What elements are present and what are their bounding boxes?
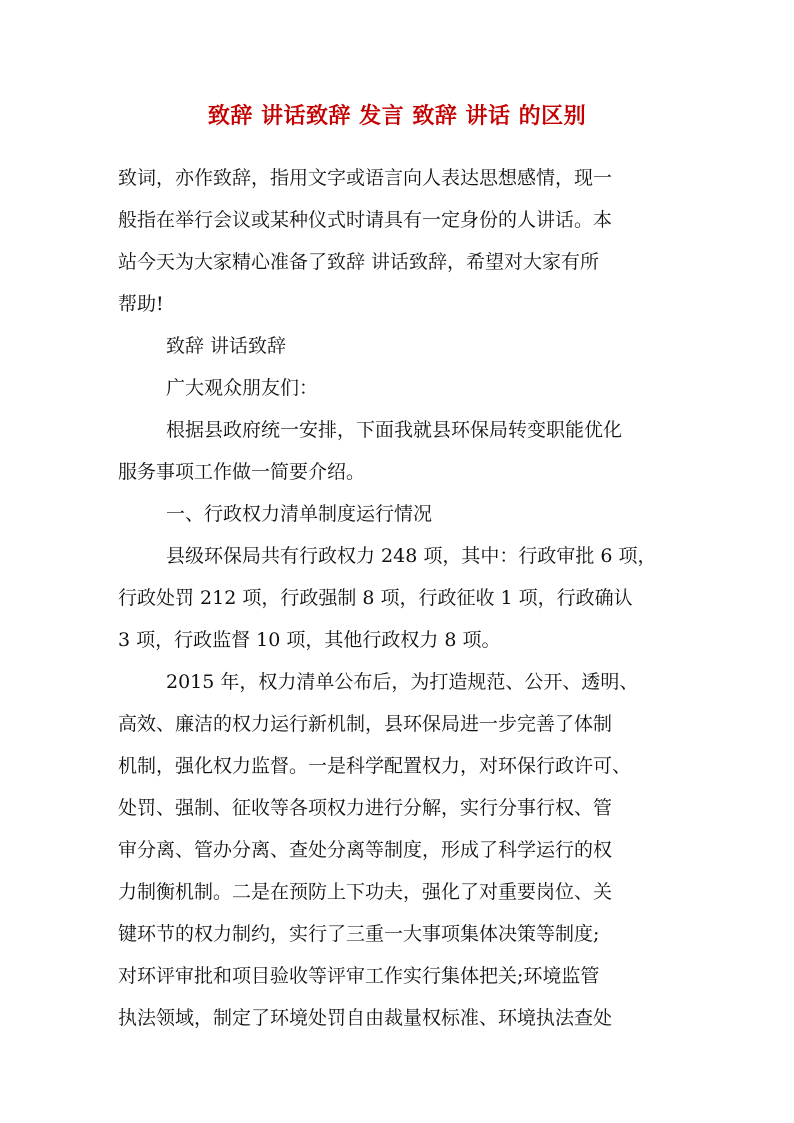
body-text-line: 力制衡机制。二是在预防上下功夫，强化了对重要岗位、关 bbox=[118, 881, 613, 903]
body-text-line: 审分离、管办分离、查处分离等制度，形成了科学运行的权 bbox=[118, 839, 613, 861]
body-text-line: 一、行政权力清单制度运行情况 bbox=[166, 503, 433, 525]
body-text-line: 处罚、强制、征收等各项权力进行分解，实行分事行权、管 bbox=[118, 797, 613, 819]
body-text-line: 高效、廉洁的权力运行新机制，县环保局进一步完善了体制 bbox=[118, 713, 613, 735]
document-body bbox=[118, 157, 688, 1039]
body-text-line: 根据县政府统一安排，下面我就县环保局转变职能优化 bbox=[166, 419, 623, 441]
document-title: 致辞 讲话致辞 发言 致辞 讲话 的区别 bbox=[207, 103, 587, 129]
body-text-line: 服务事项工作做一简要介绍。 bbox=[118, 461, 366, 483]
body-text-line: 执法领域，制定了环境处罚自由裁量权标准、环境执法查处 bbox=[118, 1007, 613, 1029]
body-text-line: 站今天为大家精心准备了致辞 讲话致辞，希望对大家有所 bbox=[118, 251, 600, 273]
body-text-line: 帮助! bbox=[118, 293, 164, 315]
body-text-line: 键环节的权力制约，实行了三重一大事项集体决策等制度; bbox=[118, 923, 600, 945]
body-text-line: 3 项，行政监督 10 项，其他行政权力 8 项。 bbox=[118, 629, 501, 651]
body-text-line: 2015 年，权力清单公布后，为打造规范、公开、透明、 bbox=[166, 671, 639, 693]
body-text-line: 致词，亦作致辞，指用文字或语言向人表达思想感情，现一 bbox=[118, 167, 613, 189]
body-text-line: 县级环保局共有行政权力 248 项，其中：行政审批 6 项， bbox=[166, 545, 657, 567]
body-text-line: 对环评审批和项目验收等评审工作实行集体把关;环境监管 bbox=[118, 965, 600, 987]
body-text-line: 般指在举行会议或某种仪式时请具有一定身份的人讲话。本 bbox=[118, 209, 613, 231]
body-text-line: 机制，强化权力监督。一是科学配置权力，对环保行政许可、 bbox=[118, 755, 632, 777]
body-text-line: 广大观众朋友们： bbox=[166, 377, 319, 399]
body-text-line: 致辞 讲话致辞 bbox=[166, 335, 287, 357]
body-text-line: 行政处罚 212 项，行政强制 8 项，行政征收 1 项，行政确认 bbox=[118, 587, 633, 609]
